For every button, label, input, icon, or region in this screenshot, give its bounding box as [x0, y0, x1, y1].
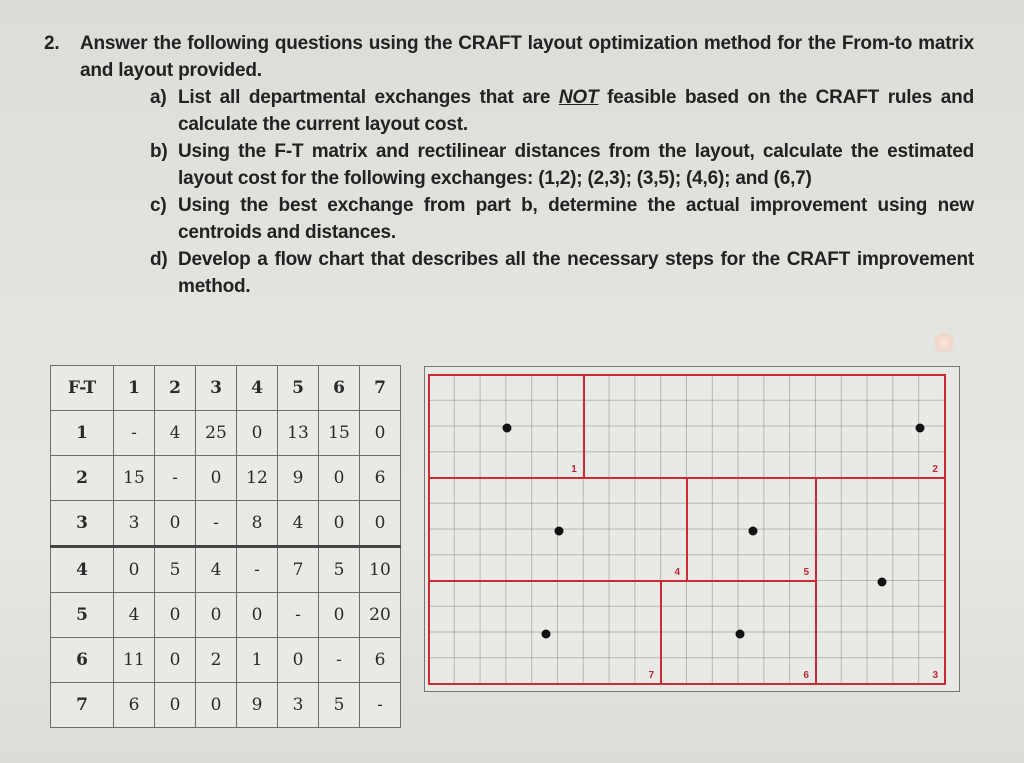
- col-header: 5: [278, 366, 319, 411]
- question-parts: [150, 84, 974, 300]
- department-4: [428, 477, 688, 582]
- matrix-cell: 0: [155, 683, 196, 728]
- matrix-cell: 0: [196, 683, 237, 728]
- row-header: 5: [51, 593, 114, 638]
- matrix-cell: 0: [319, 501, 360, 547]
- matrix-cell: 7: [278, 547, 319, 593]
- matrix-cell: 0: [278, 638, 319, 683]
- department-label: 7: [648, 670, 655, 681]
- matrix-cell: 12: [237, 456, 278, 501]
- matrix-cell: 15: [114, 456, 155, 501]
- row-header: 6: [51, 638, 114, 683]
- centroid-dot: [877, 578, 886, 587]
- matrix-cell: 11: [114, 638, 155, 683]
- matrix-header-row: [51, 366, 401, 411]
- part-text: [178, 84, 974, 138]
- matrix-cell: 0: [114, 547, 155, 593]
- matrix-cell: 0: [360, 501, 401, 547]
- matrix-cell: 0: [155, 638, 196, 683]
- part-d: [150, 246, 974, 300]
- table-row: [51, 683, 401, 728]
- question-block: [44, 30, 974, 300]
- row-header: 3: [51, 501, 114, 547]
- matrix-cell: -: [196, 501, 237, 547]
- part-a-text-before: List all departmental exchanges that are: [178, 87, 559, 108]
- part-label: c): [150, 195, 167, 216]
- matrix-cell: 15: [319, 411, 360, 456]
- department-label: 5: [803, 567, 809, 578]
- matrix-cell: 25: [196, 411, 237, 456]
- question-number: 2.: [44, 33, 60, 54]
- matrix-cell: 1: [237, 638, 278, 683]
- centroid-dot: [916, 423, 925, 432]
- centroid-dot: [748, 526, 757, 535]
- department-label: 1: [571, 464, 577, 475]
- matrix-cell: 9: [237, 683, 278, 728]
- not-emphasis: NOT: [558, 87, 599, 108]
- matrix-cell: 4: [114, 593, 155, 638]
- table-row: [51, 411, 401, 456]
- matrix-cell: 13: [278, 411, 319, 456]
- matrix-cell: 4: [278, 501, 319, 547]
- col-header: 1: [114, 366, 155, 411]
- col-header: 4: [237, 366, 278, 411]
- department-label: 6: [803, 670, 809, 681]
- centroid-dot: [735, 629, 744, 638]
- part-c: [150, 192, 974, 246]
- part-text: Develop a flow chart that describes all the necessary steps for the CRAFT improvement method.: [178, 249, 974, 297]
- matrix-cell: 3: [278, 683, 319, 728]
- question-intro: Answer the following questions using the CRAFT layout optimization method for the From-to matrix and layout provided.: [80, 33, 974, 81]
- department-label: 3: [932, 670, 938, 681]
- centroid-dot: [542, 629, 551, 638]
- department-7: [428, 580, 662, 685]
- matrix-corner: F-T: [51, 366, 114, 411]
- table-row: [51, 456, 401, 501]
- col-header: 7: [360, 366, 401, 411]
- centroid-dot: [503, 423, 512, 432]
- part-a-text-after: feasible based on the CRAFT rules and calculate the current layout cost.: [178, 87, 974, 135]
- matrix-cell: 5: [319, 683, 360, 728]
- matrix-cell: 0: [155, 593, 196, 638]
- part-b: [150, 138, 974, 192]
- row-header: 2: [51, 456, 114, 501]
- department-label: 4: [674, 567, 680, 578]
- matrix-cell: 8: [237, 501, 278, 547]
- col-header: 3: [196, 366, 237, 411]
- matrix-cell: 9: [278, 456, 319, 501]
- matrix-cell: 10: [360, 547, 401, 593]
- col-header: 2: [155, 366, 196, 411]
- part-a: [150, 84, 974, 138]
- matrix-cell: 0: [196, 593, 237, 638]
- part-text: Using the F-T matrix and rectilinear distances from the layout, calculate the estimated layout cost for the following exchanges: (1,2); (2,3); (3,5); (4,6); and (6,7): [178, 141, 974, 189]
- part-label: d): [150, 249, 168, 270]
- matrix-cell: -: [360, 683, 401, 728]
- matrix-cell: 0: [360, 411, 401, 456]
- department-1: [428, 374, 585, 479]
- matrix-cell: 4: [196, 547, 237, 593]
- table-row: [51, 547, 401, 593]
- matrix-cell: -: [278, 593, 319, 638]
- matrix-cell: 20: [360, 593, 401, 638]
- centroid-dot: [555, 526, 564, 535]
- matrix-cell: 0: [319, 456, 360, 501]
- department-3: [815, 477, 946, 685]
- department-label: 2: [932, 464, 938, 475]
- matrix-cell: -: [155, 456, 196, 501]
- matrix-cell: 0: [196, 456, 237, 501]
- row-header: 4: [51, 547, 114, 593]
- matrix-cell: 6: [360, 638, 401, 683]
- department-2: [583, 374, 946, 479]
- part-label: b): [150, 141, 168, 162]
- block-layout: [428, 374, 944, 683]
- table-row: [51, 501, 401, 547]
- col-header: 6: [319, 366, 360, 411]
- matrix-cell: 5: [319, 547, 360, 593]
- from-to-matrix: [50, 365, 401, 728]
- matrix-cell: 4: [155, 411, 196, 456]
- matrix-cell: 0: [155, 501, 196, 547]
- table-row: [51, 593, 401, 638]
- department-5: [686, 477, 817, 582]
- matrix-cell: 0: [319, 593, 360, 638]
- matrix-cell: -: [237, 547, 278, 593]
- row-header: 1: [51, 411, 114, 456]
- light-glare: [934, 333, 954, 353]
- part-text: Using the best exchange from part b, determine the actual improvement using new centroids and distances.: [178, 195, 974, 243]
- matrix-cell: 2: [196, 638, 237, 683]
- department-6: [660, 580, 817, 685]
- matrix-cell: 6: [360, 456, 401, 501]
- matrix-cell: 0: [237, 411, 278, 456]
- part-label: a): [150, 87, 167, 108]
- row-header: 7: [51, 683, 114, 728]
- matrix-cell: -: [319, 638, 360, 683]
- matrix-cell: 3: [114, 501, 155, 547]
- matrix-cell: 6: [114, 683, 155, 728]
- matrix-cell: 0: [237, 593, 278, 638]
- matrix-cell: 5: [155, 547, 196, 593]
- table-row: [51, 638, 401, 683]
- matrix-cell: -: [114, 411, 155, 456]
